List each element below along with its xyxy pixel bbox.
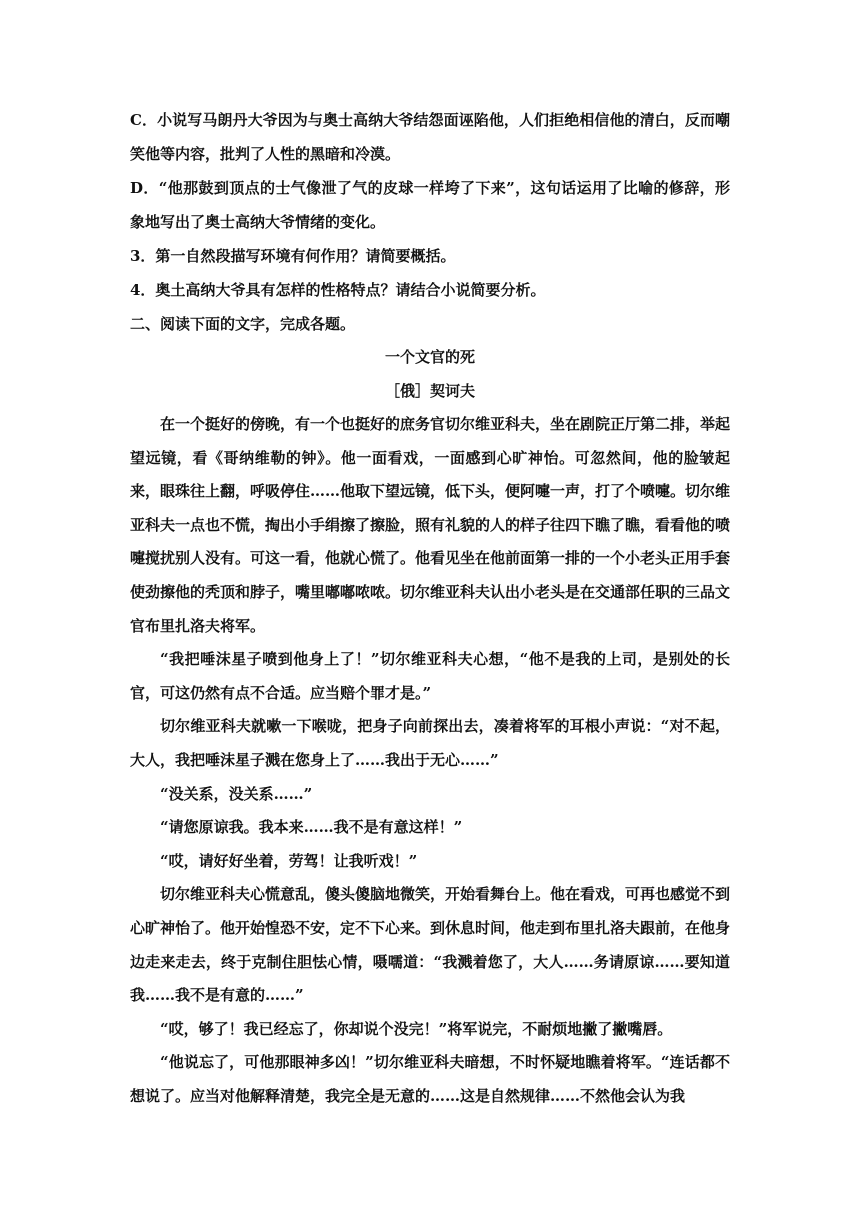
story-paragraph: “请您原谅我。我本来……我不是有意这样！” (160, 818, 463, 837)
story-title: 一个文官的死 (384, 348, 475, 366)
story-paragraph: 切尔维亚科夫就嗽一下喉咙，把身子向前探出去，凑着将军的耳根小声说：“对不起，大人，我把唾沫星子溅在您身上了……我出于无心……” (130, 717, 730, 769)
story-body (130, 408, 730, 1113)
story-paragraph: “我把唾沫星子喷到他身上了！”切尔维亚科夫心想，“他不是我的上司，是别处的长官，可这仍然有点不合适。应当赔个罪才是。” (130, 650, 730, 702)
story-paragraph: “没关系，没关系……” (160, 784, 313, 803)
story-paragraph: “哎，够了！我已经忘了，你却说个没完！”将军说完，不耐烦地撇了撇嘴唇。 (160, 1019, 673, 1038)
story-paragraph: “哎，请好好坐着，劳驾！让我听戏！” (160, 851, 418, 870)
story-paragraph: 在一个挺好的傍晚，有一个也挺好的庶务官切尔维亚科夫，坐在剧院正厅第二排，举起望远镜，看《哥纳维勒的钟》。他一面看戏，一面感到心旷神怡。可忽然间，他的脸皱起来，眼珠往上翻，呼吸停住……他取下望远镜，低下头，便阿嚏一声，打了个喷嚏。切尔维亚科夫一点也不慌，掏出小手绢擦了擦脸，照有礼貌的人的样子往四下瞧了瞧，看看他的喷嚏搅扰别人没有。可这一看，他就心慌了。他看见坐在他前面第一排的一个小老头正用手套使劲擦他的秃顶和脖子，嘴里嘟嘟哝哝。切尔维亚科夫认出小老头是在交通部任职的三品文官布里扎洛夫将军。 (130, 415, 731, 635)
question-3: 3．第一自然段描写环境有何作用？请简要概括。 (130, 247, 456, 265)
question-4: 4．奥土高纳大爷具有怎样的性格特点？请结合小说简要分析。 (130, 281, 546, 299)
story-paragraph: 切尔维亚科夫心慌意乱，傻头傻脑地微笑，开始看舞台上。他在看戏，可再也感觉不到心旷神怡了。他开始惶恐不安，定不下心来。到休息时间，他走到布里扎洛夫跟前，在他身边走来走去，终于克制住胆怯心情，嗫嚅道：“我溅着您了，大人……务请原谅……要知道我……我不是有意的……” (130, 885, 731, 1005)
story-author: ［俄］契诃夫 (384, 382, 475, 400)
section-heading: 二、阅读下面的文字，完成各题。 (130, 315, 356, 333)
option-d: D．“他那鼓到顶点的士气像泄了气的皮球一样垮了下来”，这句话运用了比喻的修辞，形象地写出了奥士高纳大爷情绪的变化。 (130, 179, 730, 231)
story-paragraph: “他说忘了，可他那眼神多凶！”切尔维亚科夫暗想，不时怀疑地瞧着将军。“连话都不想说了。应当对他解释清楚，我完全是无意的……这是自然规律……不然他会认为我 (130, 1053, 730, 1105)
option-c: C．小说写马朗丹大爷因为与奥士高纳大爷结怨面诬陷他，人们拒绝相信他的清白，反而嘲笑他等内容，批判了人性的黑暗和冷漠。 (130, 111, 730, 163)
